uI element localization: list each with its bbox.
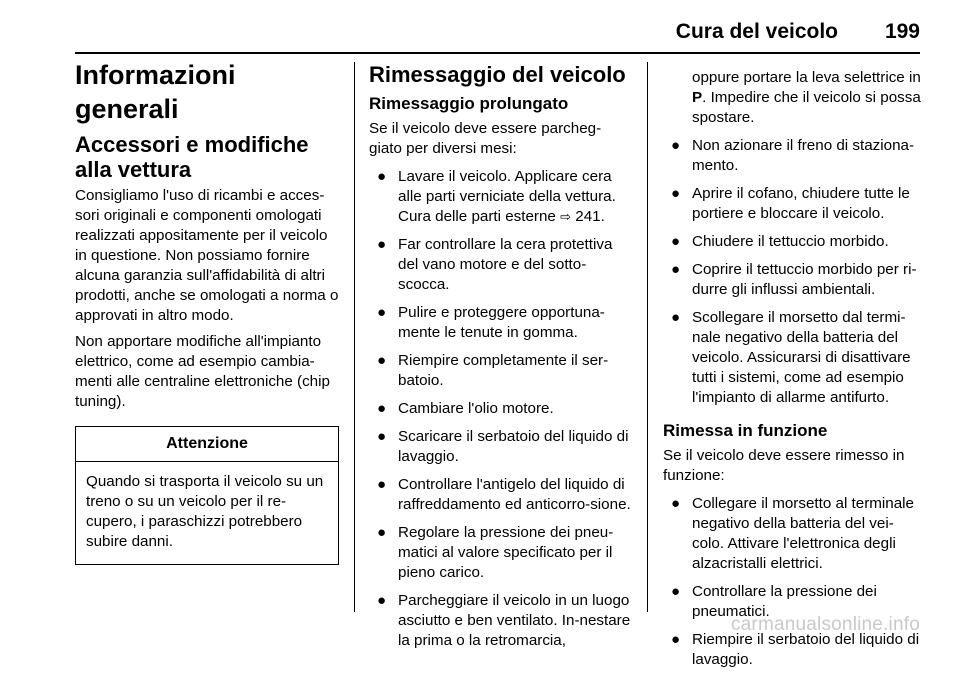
column-divider <box>647 62 648 612</box>
bullet-list <box>369 167 631 651</box>
page-header <box>75 0 920 54</box>
list-item: ● Aprire il cofano, chiudere tutte le portiere e bloccare il veicolo. <box>671 185 910 222</box>
list-item: ● Controllare la pressione dei pneumatici. <box>671 583 877 620</box>
chapter-title: Cura del veicolo <box>675 20 838 43</box>
bullet-list <box>663 136 925 408</box>
list-item: ● Collegare il morsetto al terminale negativo della batteria del vei-colo. Attivare l'elettronica degli alzacristalli elettrici. <box>671 495 914 572</box>
bullet-icon: ● <box>377 304 387 321</box>
bullet-list <box>663 494 925 670</box>
bullet-icon: ● <box>671 495 681 512</box>
bullet-icon: ● <box>377 428 387 445</box>
list-item: ● Coprire il tettuccio morbido per ri-durre gli influssi ambientali. <box>671 261 917 298</box>
column-3 <box>663 58 925 678</box>
bullet-icon: ● <box>671 137 681 154</box>
page-number: 199 <box>884 20 920 43</box>
paragraph: Consigliamo l'uso di ricambi e acces-sori originali e componenti omologati realizzati appositamente per il veicolo in questione. Non possiamo fornire alcuna garanzia sull'affidabilità di altri prodotti, anche se omologati a norma o approvati in altro modo. <box>75 187 339 324</box>
subsection-heading: Rimessaggio prolungato <box>369 94 569 113</box>
bullet-icon: ● <box>671 185 681 202</box>
watermark: carmanualsonline.info <box>730 614 920 635</box>
bullet-icon: ● <box>671 631 681 648</box>
paragraph: Non apportare modifiche all'impianto elettrico, come ad esempio cambia-menti alle centraline elettroniche (chip tuning). <box>75 333 330 410</box>
bullet-icon: ● <box>377 524 387 541</box>
list-item: ● Parcheggiare il veicolo in un luogo asciutto e ben ventilato. In-nestare la prima o la retromarcia, <box>377 592 631 649</box>
warning-text: Quando si trasporta il veicolo su un treno o su un veicolo per il re-cupero, i paraschizzi potrebbero subire danni. <box>86 473 324 550</box>
column-2 <box>369 58 631 659</box>
list-item: ● Riempire completamente il ser-batoio. <box>377 352 609 389</box>
paragraph: Se il veicolo deve essere parcheg-giato per diversi mesi: <box>369 120 602 157</box>
list-item: ● Regolare la pressione dei pneu-matici al valore specificato per il pieno carico. <box>377 524 614 581</box>
bullet-icon: ● <box>671 309 681 326</box>
subsection-heading: Accessori e modifiche alla vettura <box>75 132 309 182</box>
list-item: ● Scaricare il serbatoio del liquido di lavaggio. <box>377 428 629 465</box>
page-reference[interactable]: 241. <box>575 208 605 225</box>
bullet-icon: ● <box>671 583 681 600</box>
bullet-icon: ● <box>671 261 681 278</box>
list-item: ● Scollegare il morsetto dal termi-nale negativo della batteria del veicolo. Assicurarsi di disattivare tutti i sistemi, come ad esempio l'impianto di allarme antifurto. <box>671 309 911 406</box>
list-item: ● Chiudere il tettuccio morbido. <box>671 233 889 250</box>
section-heading: Rimessaggio del veicolo <box>369 62 626 87</box>
bullet-icon: ● <box>377 236 387 253</box>
bullet-icon: ● <box>671 233 681 250</box>
section-heading: Informazioni generali <box>75 60 236 124</box>
bullet-icon: ● <box>377 592 387 609</box>
bullet-icon: ● <box>377 168 387 185</box>
subsection-heading: Rimessa in funzione <box>663 421 828 440</box>
warning-box <box>75 426 339 565</box>
list-item: ● Riempire il serbatoio del liquido di lavaggio. <box>671 631 920 668</box>
list-item: ● Cambiare l'olio motore. <box>377 400 554 417</box>
list-item: ● Lavare il veicolo. Applicare cera alle parti verniciate della vettura. Cura delle parti esterne ⇨ 241. <box>377 168 616 225</box>
column-1 <box>75 58 339 565</box>
paragraph: Se il veicolo deve essere rimesso in funzione: <box>663 447 905 484</box>
list-item: ● Controllare l'antigelo del liquido di raffreddamento ed anticorro-sione. <box>377 476 631 513</box>
bullet-icon: ● <box>377 352 387 369</box>
warning-title: Attenzione <box>76 427 338 462</box>
page-ref-arrow-icon: ⇨ <box>560 209 572 224</box>
list-item: ● Non azionare il freno di staziona-mento. <box>671 137 915 174</box>
list-item: ● Far controllare la cera protettiva del vano motore e del sotto-scocca. <box>377 236 613 293</box>
list-item-continuation: oppure portare la leva selettrice in P. Impedire che il veicolo si possa spostare. <box>692 69 921 126</box>
bullet-icon: ● <box>377 476 387 493</box>
list-item: ● Pulire e proteggere opportuna-mente le tenute in gomma. <box>377 304 605 341</box>
column-divider <box>354 62 355 612</box>
bullet-icon: ● <box>377 400 387 417</box>
